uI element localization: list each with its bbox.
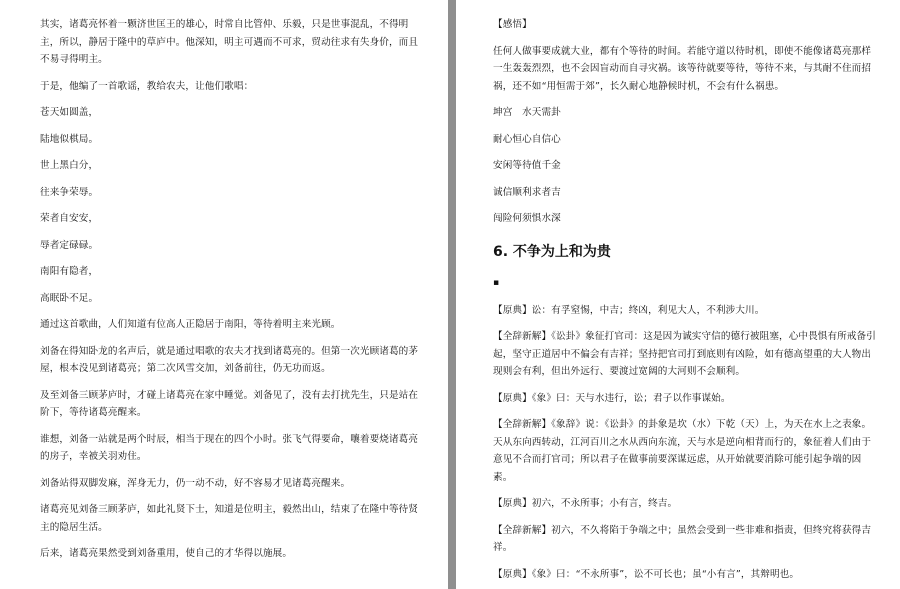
insight-heading: 【感悟】: [493, 19, 532, 30]
page-gutter: [448, 0, 456, 589]
verse-line: 耐心恒心自信心: [493, 133, 561, 145]
verse-line: 南阳有隐者，: [40, 266, 99, 277]
verse-line: 往来争荣辱。: [40, 186, 99, 198]
classic-entry: 【原典】《象》曰：天与水违行，讼；君子以作事谋始。: [493, 392, 731, 404]
paragraph: 诸葛亮见刘备三顾茅庐，如此礼贤下士，知道是位明主，毅然出山，结束了在隆中等待贤主的隐居生活。: [40, 504, 419, 533]
paragraph: 后来，诸葛亮果然受到刘备重用，使自己的才华得以施展。: [40, 548, 293, 559]
classic-entry: 【原典】讼：有孚窒惕，中吉；终凶，利见大人，不利涉大川。: [493, 304, 765, 316]
verse-line: 荣者自安安，: [40, 213, 99, 224]
paragraph: 其实，诸葛亮怀着一颗济世匡王的雄心，时常自比管仲、乐毅，只是世事混乱，不得明主，所以，静居于隆中的草庐中。他深知，明主可遇而不可求，贸动往求有失身价，而且不易寻得明主。: [40, 19, 419, 65]
verse-line: 高眠卧不足。: [40, 292, 99, 304]
paragraph: 刘备在得知卧龙的名声后，就是通过唱歌的农夫才找到诸葛亮的。但第一次光顾诸葛的茅屋，根本没见到诸葛亮；第二次风雪交加，刘备前往，仍无功而返。: [40, 345, 419, 374]
classic-entry: 【原典】《象》曰：“不永所事”，讼不可长也；虽“小有言”，其辩明也。: [493, 568, 800, 580]
verse-line: 陆地似棋局。: [40, 133, 99, 145]
paragraph: 通过这首歌曲，人们知道有位高人正隐居于南阳，等待着明主来光顾。: [40, 319, 341, 330]
paragraph: 刘备站得双脚发麻，浑身无力，仍一动不动，好不容易才见诸葛亮醒来。: [40, 477, 351, 489]
verse-line: 苍天如圆盖，: [40, 107, 99, 118]
paragraph: 及至刘备三顾茅庐时，才碰上诸葛亮在家中睡觉。刘备见了，没有去打扰先生，只是站在阶下，等待诸葛亮醒来。: [40, 389, 419, 418]
verse-line: 辱者定碌碌。: [40, 239, 99, 251]
paragraph: 于是，他编了一首歌谣，教给农夫，让他们歌唱：: [40, 80, 254, 92]
left-page: [0, 0, 448, 589]
interpretation-entry: 【全辞新解】初六，不久将陷于争端之中；虽然会受到一些非难和指责，但终究将获得吉祥。: [493, 524, 872, 553]
verse-line: 坤宫 水天需卦: [493, 107, 561, 118]
bullet-marker: ▪: [493, 277, 500, 288]
section-title: 6. 不争为上和为贵: [493, 243, 611, 260]
verse-line: 闯险何须惧水深: [493, 213, 561, 224]
right-page: [456, 0, 900, 589]
interpretation-entry: 【全辞新解】《讼卦》象征打官司：这是因为诚实守信的德行被阻塞，心中畏惧有所戒备引起，坚守正道居中不偏会有吉祥；坚持把官司打到底则有凶险，如有德高望重的大人物出现则会有利，但出外远行、要渡过宽阔的大河则不会顺利。: [493, 331, 876, 377]
verse-line: 诚信顺利求者吉: [493, 186, 561, 198]
verse-line: 世上黑白分，: [40, 160, 99, 171]
interpretation-entry: 【全辞新解】《象辞》说：《讼卦》的卦象是坎（水）下乾（天）上，为天在水上之表象。天从东向西转动，江河百川之水从西向东流，天与水是逆向相背而行的，象征着人们由于意见不合而打官司；所以君子在做事前要深谋远虑，从开始就要消除可能引起争端的因素。: [493, 419, 872, 483]
classic-entry: 【原典】初六，不永所事；小有言，终吉。: [493, 498, 678, 509]
insight-text: 任何人做事要成就大业，都有个等待的时间。若能守道以待时机，即使不能像诸葛亮那样一生轰轰烈烈，也不会因盲动而自寻灾祸。该等待就要等待，等待不来，与其耐不住而招祸，还不如“用恒需于郊”，长久耐心地静候时机，不会有什么祸患。: [493, 45, 872, 92]
verse-line: 安闲等待值千金: [493, 160, 561, 171]
paragraph: 谁想，刘备一站就是两个时辰，相当于现在的四个小时。张飞气得要命，嚷着要烧诸葛亮的房子，幸被关羽劝住。: [40, 433, 419, 462]
